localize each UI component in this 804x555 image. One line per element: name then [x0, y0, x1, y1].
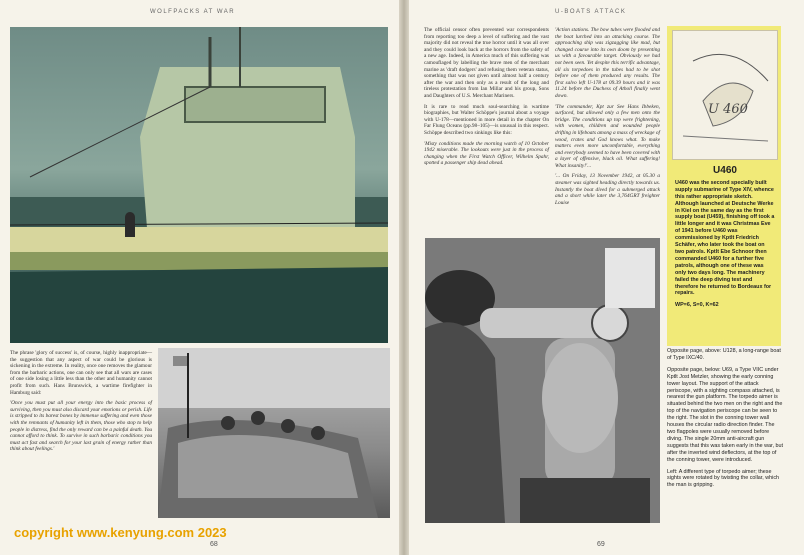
u460-sketch — [672, 30, 778, 160]
right-quote-1: 'Action stations. The bow tubes were flooded and the boat lurched into an attacking course. The approaching ship was zigzagging like mad, but changed course into its own doom by presenting us with a favourable target. Obviously we had not been seen. Yet despite this terrific advantage, all six torpedoes in the tubes had to be shot before one of them produced any results. The first salvo left U-178 at 09.39 hours and it was 11.24 before the Duchess of Atholl finally went down. — [555, 27, 660, 99]
caption-above: Opposite page, above: U128, a long-range boat of Type IXC/40. — [667, 348, 781, 361]
middle-body: The official censor often prevented war correspondents from reporting too deep a level of suffering and the vast majority did not reveal the true horror until it was all over and they could look back at the horrors from the safety of a new age. Indeed, in America much of this suffering was camouflaged by labelling the brave men of the merchant marine as 'draft dodgers' and refusing them veteran status, something that was not given until almost half a century after the war and then only as a result of the long and tireless protestation from Ian Millar and his group, Sons and Daughters of U.S. Merchant Mariners. — [424, 27, 549, 99]
sidebar-content — [675, 165, 775, 314]
sidebar-stats: WP=6, S=0, K=62 — [675, 302, 719, 309]
left-page-text — [10, 350, 152, 457]
copyright-watermark: copyright www.kenyung.com 2023 — [14, 525, 227, 540]
middle-body-2: It is rare to read much soul-searching in wartime biographies, but Walter Schöppe's journal about a voyage with U-178—mentioned in more detail in the chapter On Far Flung Oceans (pp.98–105)—is unusual in this respect. Schöppe described two sinkings like this: — [424, 103, 549, 136]
left-body-paragraph: The phrase 'glory of success' is, of course, highly inappropriate—the suggestion that any aspect of war could be glorious is sickening in the extreme. In reality, once one removes the glamour from the barbaric actions, one can only see that all wars are cases of one side losing a little less than the other and humanity cannot profit from such. Hans Brunswick, a wartime firefighter in Hamburg said: — [10, 350, 152, 396]
running-header-right: U-BOATS ATTACK — [555, 9, 627, 15]
book-gutter — [399, 0, 409, 555]
sidebar-title: U460 — [713, 165, 737, 176]
right-column-text — [555, 27, 660, 210]
torpedo-aimer-illustration — [425, 238, 660, 523]
submarine-illustration — [10, 27, 388, 343]
photo-u69 — [158, 348, 390, 518]
caption-below: Opposite page, below: U69, a Type VIIC under Kptlt Jost Metzler, showing the early conning tower layout. The support of the attack periscope, with a sighting compass attached, is nearest the gun platform. The torpedo aimer is situated behind the two men on the right and the top of the navigation periscope can be seen to the right. The slot in the conning tower wall houses the circular radio direction finder. The two flagpoles were usually removed before diving. The single 20mm anti-aircraft gun suggests that this was taken early in the war, but after the inverted wind deflectors, at the top of the conning tower, were introduced. — [667, 366, 783, 463]
middle-quote: 'Misty conditions made the morning watch of 10 October 1942 miserable. The lookouts were just in the process of changing when the First Watch Officer, Wilhelm Spahr, spotted a passenger ship dead ahead. — [424, 140, 549, 167]
left-quote: 'Once you must put all your energy into the basic process of surviving, then you must also discard your emotions or perish. Life is stripped to its barest bones by immense suffering and even those with the remnants of humanity left in them, those who stop to help people in distress, find the only reward can be a painful death. You cannot afford to think. To survive in such barbaric conditions you must act fast and search for your last grain of energy rather than think about feelings.' — [10, 400, 152, 453]
sketch-label: U 460 — [708, 102, 748, 117]
right-quote-3: '... On Friday, 13 November 1942, at 05.30 a steamer was sighted heading directly towards us. Instantly the boat dived for a submerged attack and a short while later the 3,764GRT freighter Louise — [555, 173, 660, 206]
sketch-drawing — [673, 31, 777, 159]
photo-torpedo-aimer — [425, 238, 660, 523]
middle-column-text — [424, 27, 549, 171]
photo-u128 — [10, 27, 388, 343]
page-number-right: 69 — [597, 541, 605, 548]
right-quote-2: 'The commander, Kpt zur See Hans Ibbeken, surfaced, but allowed only a few men onto the bridge. The conditions up top were frightening, with women, children and wounded people drifting in lifeboats among a mass of wreckage of wood, crates and God knows what. To make matters even more uncomfortable, everything and everybody seemed to have been covered with a layer of offensive, black oil. What suffering! What insanity!'... — [555, 103, 660, 169]
captions — [667, 348, 783, 494]
caption-left: Left: A different type of torpedo aimer; these sights were rotated by twisting the collar, which the man is gripping. — [667, 468, 780, 489]
sidebar-text: U460 was the second specially built supply submarine of Type XIV, whence this rather appropriate sketch. Although launched at Deutsche Werke in Kiel on the same day as the first supply boat (U459), finishing off took a little longer and it was Christmas Eve of 1941 before U460 was commissioned by Kptlt Friedrich Schäfer, who later took the boat on two patrols. Kptlt Ebe Schnoor then commanded U460 for a further five patrols, although one of these was only two days long. The machinery failed the deep diving test and therefore he returned to Bordeaux for repairs. — [675, 179, 775, 297]
running-header-left: WOLFPACKS AT WAR — [150, 9, 236, 15]
conning-tower-illustration — [158, 348, 390, 518]
page-number-left: 68 — [210, 541, 218, 548]
